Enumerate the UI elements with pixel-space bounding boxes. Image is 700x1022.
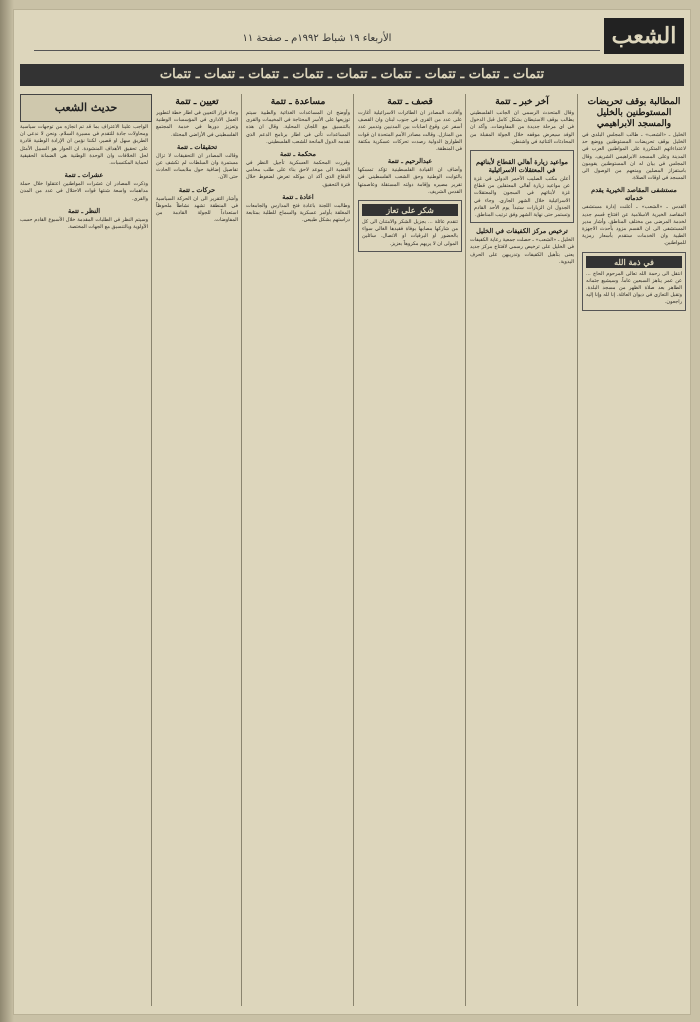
masthead-logo: الشعب [604, 18, 684, 54]
column-5-body: وجاء قرار التعيين في اطار خطة لتطوير العمل الاداري في المؤسسات الوطنية وتعزيز دورها في خدمة المجتمع الفلسطيني في الأراضي المحتلة. [156, 110, 238, 138]
column-4 [246, 94, 350, 1006]
column-1-box-title: في ذمة الله [586, 256, 682, 268]
column-1-box-body: انتقل الى رحمة الله تعالى المرحوم الحاج ... عن عمر يناهز السبعين عاماً. وسيشيع جثمانه الطاهر بعد صلاة الظهر من مسجد البلدة. وتقبل التعازي في ديوان العائلة. إنا لله وإنا إليه راجعون. [586, 270, 682, 306]
column-divider [241, 94, 242, 1006]
column-divider [353, 94, 354, 1006]
column-4-subhead: محكمة ـ تتمة [280, 150, 316, 159]
column-6-subhead2: النظر ـ تتمة [67, 206, 101, 215]
column-4-body2: وقررت المحكمة العسكرية تأجيل النظر في القضية الى موعد لاحق بناء على طلب محامي الدفاع الذي أكد ان موكله تعرض لضغوط خلال فترة التحقيق. [246, 160, 350, 188]
column-5-body2: وقالت المصادر ان التحقيقات لا تزال مستمرة وان السلطات لم تكشف عن تفاصيل إضافية حول ملابسات الحادث حتى الآن. [156, 152, 238, 181]
column-4-body: وأوضح ان المساعدات الغذائية والطبية سيتم توزيعها على الأسر المحتاجة في المخيمات والقرى بالتنسيق مع اللجان المحلية. وقال ان هذه المساعدات تأتي في اطار برنامج الدعم الذي تقدمه الدول المانحة للشعب الفلسطيني. [246, 110, 350, 145]
column-6 [20, 124, 148, 1006]
column-4-headline: مساعدة ـ تتمة [270, 97, 326, 107]
column-3-body2: وأضاف ان القيادة الفلسطينية تؤكد تمسكها بالثوابت الوطنية وحق الشعب الفلسطيني في تقرير مصيره وإقامة دولته المستقلة وعاصمتها القدس الشريف. [358, 167, 462, 195]
column-6-body3: وسيتم النظر في الطلبات المقدمة خلال الأسبوع القادم حسب الأولوية وبالتنسيق مع الجهات المختصة. [20, 216, 148, 231]
column-1-body: الخليل ـ «الشعب» ـ طالب المجلس البلدي في الخليل بوقف تحريضات المستوطنين ووضع حد لاعتداءاتهم المتكررة على المواطنين العرب في المدينة وعلى المسجد الابراهيمي الشريف. وقال المجلس في بيان له ان المستوطنين يقومون باستفزاز المصلين ومنعهم من الوصول الى المسجد في اوقات الصلاة. [582, 132, 686, 182]
column-2-subhead: مواعيد زيارة أهالي القطاع لأبنائهم في المعتقلات الاسرائيلية [476, 158, 568, 175]
column-6-subhead: عشرات ـ تتمة [64, 171, 104, 180]
column-divider [151, 94, 152, 1006]
column-4-body3: وطالبت اللجنة باعادة فتح المدارس والجامعات المغلقة بأوامر عسكرية والسماح للطلبة بمتابعة دراستهم بشكل طبيعي. [246, 202, 350, 224]
column-3-box-body: تتقدم عائلة ... بجزيل الشكر والامتنان الى كل من شاركها مصابها بوفاة فقيدها الغالي سواء بالحضور او البرقيات او الاتصال. سائلين المولى ان لا يريهم مكروهاً بعزيز. [362, 219, 458, 247]
column-2-body2: أعلن مكتب الصليب الأحمر الدولي في غزة عن مواعيد زيارة أهالي المعتقلين من قطاع غزة لأبنائهم في السجون والمعتقلات الاسرائيلية خلال الشهر الجاري. وجاء في الجدول ان الزيارات ستبدأ يوم الأحد القادم وتستمر حتى نهاية الشهر وفق ترتيب المناطق. [474, 176, 570, 219]
column-3-subhead: عبدالرحيم ـ تتمة [387, 157, 433, 166]
column-5-subhead2: حركات ـ تتمة [178, 185, 216, 194]
column-2-body3: الخليل ـ «الشعب» ـ حصلت جمعية رعاية الكفيفات في الخليل على ترخيص رسمي لافتتاح مركز جديد يعنى بتأهيل الكفيفات وتدريبهن على الحرف اليدوية. [470, 237, 574, 265]
column-3-thanks-box [358, 200, 462, 252]
column-2-visits-box [470, 150, 574, 223]
column-3-headline: قصف ـ تتمة [387, 97, 433, 107]
column-1 [582, 94, 686, 1006]
column-5-body3: وأشار التقرير الى ان الحركة السياسية في المنطقة تشهد نشاطاً ملحوظاً استعداداً للجولة القادمة من المفاوضات. [156, 195, 238, 224]
column-2-body: وقال المتحدث الرسمي ان الجانب الفلسطيني يطالب بوقف الاستيطان بشكل كامل قبل الدخول في اي مرحلة جديدة من المفاوضات. وأكد ان الوفد سيعرض موقفه خلال الجولة المقبلة من المحادثات الثنائية في واشنطن. [470, 110, 574, 145]
column-3-box-title: شكر على تعاز [362, 204, 458, 216]
column-5-subhead: تحقيقات ـ تتمة [176, 142, 218, 151]
column-2-headline: آخر خبر ـ تتمة [495, 97, 549, 107]
column-6-body: الواجب علينا الاعتراف بما قد تم انجازه من توجهات سياسية ومحاولات جادة للتقدم في مسيرة السلام. ونحن لا ندعي ان الطريق سهل او قصير، لكننا نؤمن ان الإرادة الوطنية قادرة على تحقيق الأهداف المنشودة. ان الحوار هو السبيل الأمثل لحل الخلافات وان الوحدة الوطنية هي الضمانة الحقيقية لحماية المكتسبات. [20, 124, 148, 167]
binding-fold [0, 0, 14, 1022]
column-3-body: وأفادت المصادر ان الطائرات الاسرائيلية أغارت على عدد من القرى في جنوب لبنان وان القصف أسفر عن وقوع اصابات بين المدنيين وتدمير عدد من المنازل. وقالت مصادر الأمم المتحدة ان قوات الطوارئ الدولية رصدت تحركات عسكرية مكثفة في المنطقة. [358, 110, 462, 153]
column-6-body2: وذكرت المصادر ان عشرات المواطنين اعتقلوا خلال حملة مداهمات واسعة شنتها قوات الاحتلال في عدد من المدن والقرى. [20, 181, 148, 202]
column-5-headline: تعيين ـ تتمة [175, 97, 219, 107]
column-3 [358, 94, 462, 1006]
date-line: الأربعاء ١٩ شباط ١٩٩٢م ـ صفحة ١١ [34, 28, 600, 51]
column-5 [156, 94, 238, 1006]
column-2-subhead2: ترخيص مركز الكفيفات في الخليل [476, 227, 568, 236]
column-4-subhead2: اعادة ـ تتمة [282, 192, 314, 201]
column-1-subhead: مستشفى المقاصد الخيرية يقدم خدماته [591, 186, 677, 203]
continuations-banner: تتمات ـ تتمات ـ تتمات ـ تتمات ـ تتمات ـ تتمات ـ تتمات ـ تتمات ـ تتمات [20, 64, 684, 86]
column-divider [465, 94, 466, 1006]
column-1-headline: المطالبة بوقف تحريضات المستوطنين بالخليل والمسجد الابراهيمي [587, 97, 681, 129]
editorial-title-box: حديث الشعب [20, 94, 152, 122]
column-1-body2: القدس ـ «الشعب» ـ أعلنت إدارة مستشفى المقاصد الخيرية الاسلامية عن افتتاح قسم جديد لخدمة المرضى من مختلف المناطق. وأشار مدير المستشفى الى ان القسم مزود بأحدث الاجهزة الطبية وان الخدمات ستقدم بأسعار رمزية للمواطنين. [582, 204, 686, 247]
newspaper-page [14, 10, 690, 1014]
column-2 [470, 94, 574, 1006]
column-1-obituary-box [582, 252, 686, 311]
column-divider [577, 94, 578, 1006]
